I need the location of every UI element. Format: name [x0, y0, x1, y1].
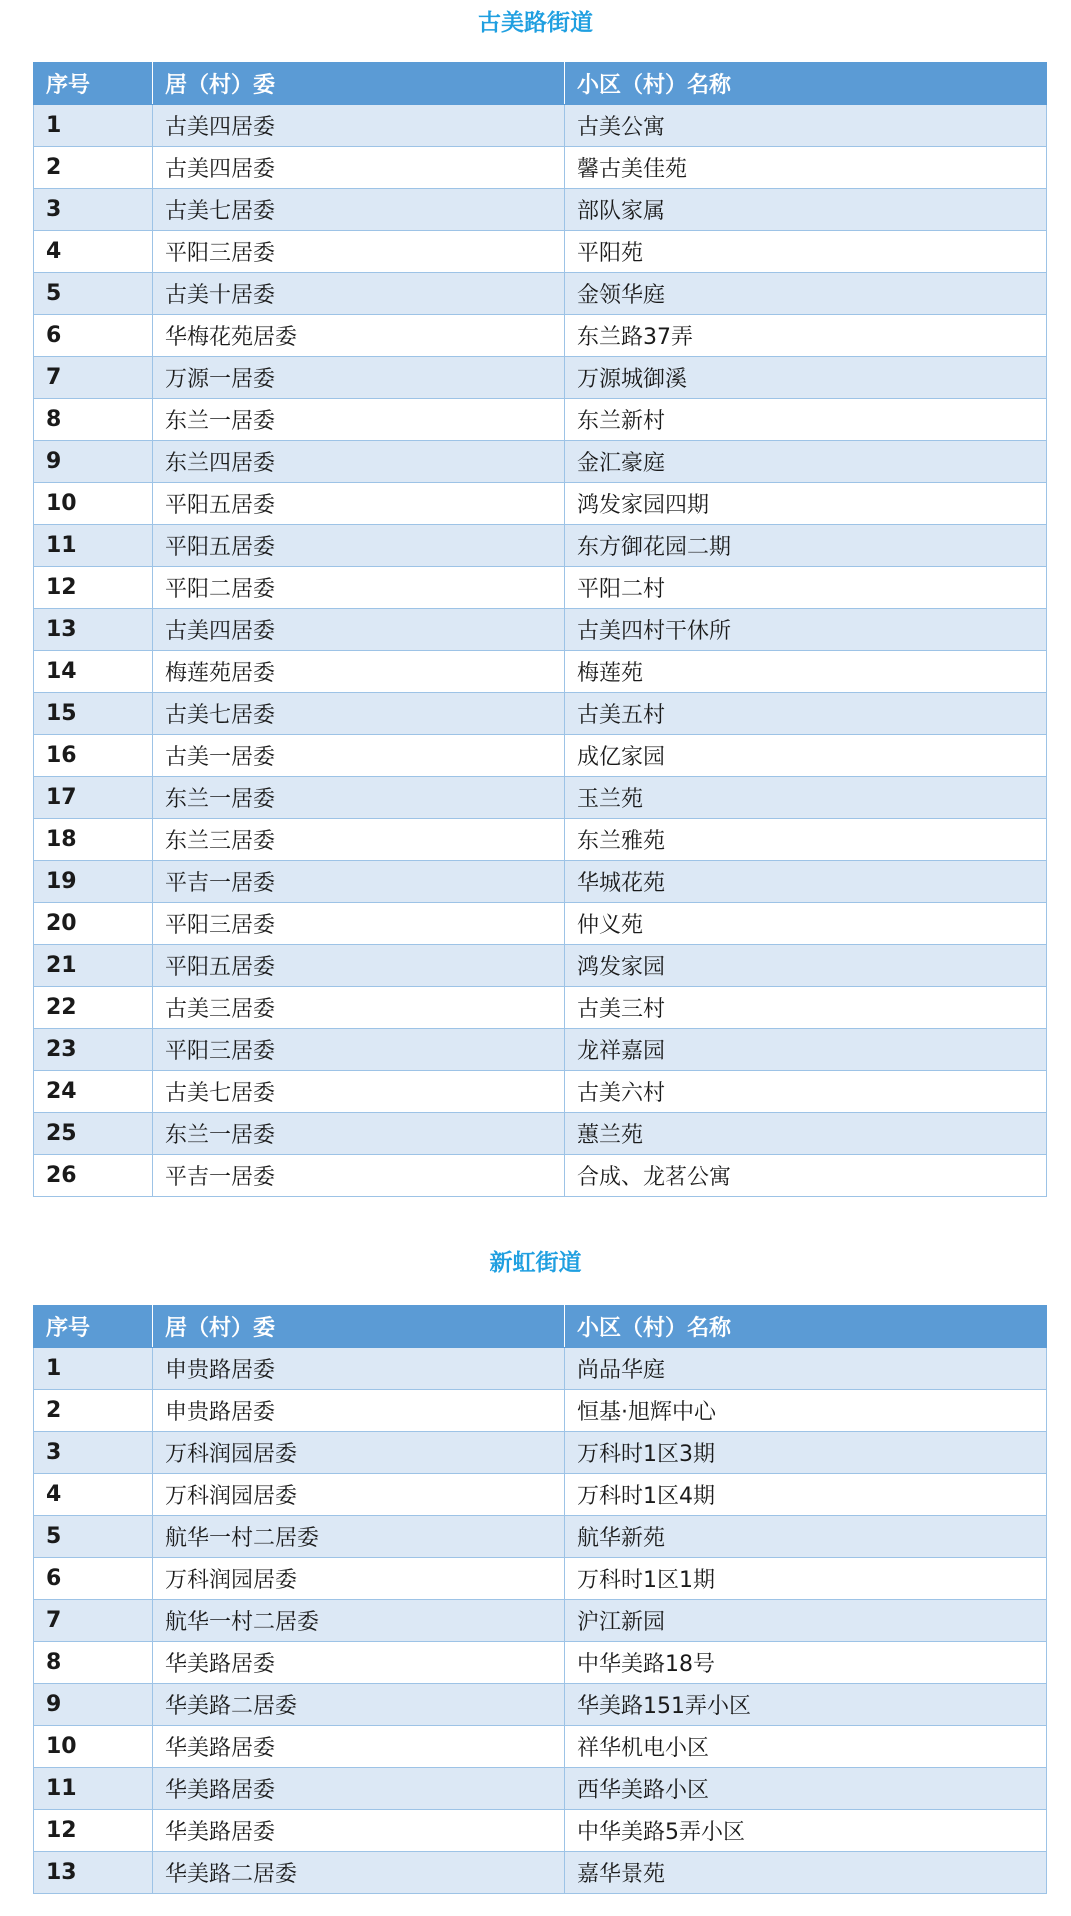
cell-community: 成亿家园 — [565, 735, 1047, 777]
cell-community: 金汇豪庭 — [565, 441, 1047, 483]
table-row — [34, 567, 1047, 609]
cell-committee: 东兰三居委 — [153, 819, 565, 861]
column-header-community: 小区（村）名称 — [565, 1306, 1047, 1348]
cell-index: 11 — [34, 525, 153, 567]
cell-committee: 古美七居委 — [153, 1071, 565, 1113]
cell-community: 沪江新园 — [565, 1600, 1047, 1642]
cell-community: 蕙兰苑 — [565, 1113, 1047, 1155]
cell-community: 仲义苑 — [565, 903, 1047, 945]
cell-community: 鸿发家园 — [565, 945, 1047, 987]
table-row — [34, 441, 1047, 483]
table-row — [34, 147, 1047, 189]
table-header-row — [34, 63, 1047, 105]
table-header-row — [34, 1306, 1047, 1348]
cell-index: 8 — [34, 1642, 153, 1684]
cell-index: 1 — [34, 1348, 153, 1390]
cell-community: 玉兰苑 — [565, 777, 1047, 819]
table-row — [34, 693, 1047, 735]
table-row — [34, 945, 1047, 987]
cell-community: 嘉华景苑 — [565, 1852, 1047, 1894]
cell-index: 24 — [34, 1071, 153, 1113]
cell-index: 11 — [34, 1768, 153, 1810]
table-row — [34, 105, 1047, 147]
cell-community: 万科时1区1期 — [565, 1558, 1047, 1600]
table-row — [34, 1558, 1047, 1600]
table-row — [34, 273, 1047, 315]
cell-community: 祥华机电小区 — [565, 1726, 1047, 1768]
table-row — [34, 735, 1047, 777]
cell-committee: 古美四居委 — [153, 105, 565, 147]
cell-community: 东方御花园二期 — [565, 525, 1047, 567]
table-xinhong — [33, 1305, 1047, 1894]
cell-community: 古美三村 — [565, 987, 1047, 1029]
table-row — [34, 1113, 1047, 1155]
cell-index: 23 — [34, 1029, 153, 1071]
cell-index: 26 — [34, 1155, 153, 1197]
cell-committee: 古美三居委 — [153, 987, 565, 1029]
cell-community: 合成、龙茗公寓 — [565, 1155, 1047, 1197]
column-header-index: 序号 — [34, 1306, 153, 1348]
cell-community: 中华美路18号 — [565, 1642, 1047, 1684]
cell-community: 华城花苑 — [565, 861, 1047, 903]
cell-index: 8 — [34, 399, 153, 441]
table-row — [34, 609, 1047, 651]
cell-community: 古美六村 — [565, 1071, 1047, 1113]
table-row — [34, 1516, 1047, 1558]
cell-committee: 古美四居委 — [153, 609, 565, 651]
cell-community: 东兰路37弄 — [565, 315, 1047, 357]
table-row — [34, 1155, 1047, 1197]
table-row — [34, 1768, 1047, 1810]
section-title-xinhong: 新虹街道 — [489, 1250, 582, 1276]
cell-community: 东兰雅苑 — [565, 819, 1047, 861]
cell-committee: 平阳五居委 — [153, 945, 565, 987]
cell-index: 16 — [34, 735, 153, 777]
table-row — [34, 987, 1047, 1029]
cell-community: 恒基·旭辉中心 — [565, 1390, 1047, 1432]
cell-committee: 平阳三居委 — [153, 231, 565, 273]
cell-committee: 古美七居委 — [153, 693, 565, 735]
cell-community: 古美公寓 — [565, 105, 1047, 147]
cell-committee: 申贵路居委 — [153, 1348, 565, 1390]
cell-index: 2 — [34, 147, 153, 189]
cell-community: 古美五村 — [565, 693, 1047, 735]
cell-committee: 平阳五居委 — [153, 483, 565, 525]
cell-index: 6 — [34, 1558, 153, 1600]
cell-community: 万科时1区3期 — [565, 1432, 1047, 1474]
cell-committee: 平阳三居委 — [153, 1029, 565, 1071]
cell-index: 25 — [34, 1113, 153, 1155]
cell-committee: 航华一村二居委 — [153, 1516, 565, 1558]
cell-community: 西华美路小区 — [565, 1768, 1047, 1810]
cell-committee: 平阳三居委 — [153, 903, 565, 945]
column-header-index: 序号 — [34, 63, 153, 105]
table-row — [34, 189, 1047, 231]
cell-index: 3 — [34, 189, 153, 231]
cell-index: 17 — [34, 777, 153, 819]
table-body — [34, 105, 1047, 1197]
cell-community: 万科时1区4期 — [565, 1474, 1047, 1516]
table-row — [34, 819, 1047, 861]
table-body — [34, 1348, 1047, 1894]
cell-community: 梅莲苑 — [565, 651, 1047, 693]
cell-community: 馨古美佳苑 — [565, 147, 1047, 189]
table-row — [34, 1390, 1047, 1432]
cell-committee: 华梅花苑居委 — [153, 315, 565, 357]
cell-community: 鸿发家园四期 — [565, 483, 1047, 525]
table-row — [34, 903, 1047, 945]
cell-index: 20 — [34, 903, 153, 945]
table-row — [34, 1642, 1047, 1684]
cell-index: 2 — [34, 1390, 153, 1432]
cell-committee: 东兰一居委 — [153, 777, 565, 819]
cell-committee: 华美路二居委 — [153, 1684, 565, 1726]
table-row — [34, 525, 1047, 567]
cell-committee: 古美七居委 — [153, 189, 565, 231]
table-row — [34, 1600, 1047, 1642]
cell-community: 古美四村干休所 — [565, 609, 1047, 651]
cell-community: 航华新苑 — [565, 1516, 1047, 1558]
table-row — [34, 651, 1047, 693]
cell-index: 15 — [34, 693, 153, 735]
cell-index: 9 — [34, 1684, 153, 1726]
table-row — [34, 1348, 1047, 1390]
cell-committee: 梅莲苑居委 — [153, 651, 565, 693]
cell-community: 尚品华庭 — [565, 1348, 1047, 1390]
table-row — [34, 1852, 1047, 1894]
table-row — [34, 1474, 1047, 1516]
cell-index: 5 — [34, 1516, 153, 1558]
cell-index: 21 — [34, 945, 153, 987]
table-row — [34, 483, 1047, 525]
cell-committee: 万科润园居委 — [153, 1432, 565, 1474]
column-header-community: 小区（村）名称 — [565, 63, 1047, 105]
cell-index: 19 — [34, 861, 153, 903]
cell-index: 18 — [34, 819, 153, 861]
column-header-committee: 居（村）委 — [153, 63, 565, 105]
cell-index: 10 — [34, 1726, 153, 1768]
cell-community: 华美路151弄小区 — [565, 1684, 1047, 1726]
table-gumei — [33, 62, 1047, 1197]
cell-committee: 华美路居委 — [153, 1642, 565, 1684]
cell-community: 平阳苑 — [565, 231, 1047, 273]
cell-community: 万源城御溪 — [565, 357, 1047, 399]
cell-index: 4 — [34, 231, 153, 273]
cell-community: 东兰新村 — [565, 399, 1047, 441]
cell-index: 10 — [34, 483, 153, 525]
cell-index: 6 — [34, 315, 153, 357]
cell-committee: 航华一村二居委 — [153, 1600, 565, 1642]
cell-committee: 平阳五居委 — [153, 525, 565, 567]
cell-index: 14 — [34, 651, 153, 693]
table-row — [34, 1432, 1047, 1474]
table-row — [34, 357, 1047, 399]
cell-index: 1 — [34, 105, 153, 147]
cell-committee: 东兰一居委 — [153, 399, 565, 441]
cell-committee: 万源一居委 — [153, 357, 565, 399]
cell-community: 金领华庭 — [565, 273, 1047, 315]
cell-committee: 平吉一居委 — [153, 861, 565, 903]
cell-committee: 华美路居委 — [153, 1726, 565, 1768]
cell-committee: 古美一居委 — [153, 735, 565, 777]
table-row — [34, 315, 1047, 357]
cell-index: 22 — [34, 987, 153, 1029]
cell-committee: 华美路居委 — [153, 1810, 565, 1852]
cell-committee: 万科润园居委 — [153, 1558, 565, 1600]
table-row — [34, 231, 1047, 273]
cell-committee: 东兰一居委 — [153, 1113, 565, 1155]
cell-committee: 华美路居委 — [153, 1768, 565, 1810]
cell-committee: 东兰四居委 — [153, 441, 565, 483]
section-title-gumei: 古美路街道 — [478, 10, 593, 36]
cell-community: 平阳二村 — [565, 567, 1047, 609]
cell-index: 3 — [34, 1432, 153, 1474]
cell-index: 7 — [34, 357, 153, 399]
cell-index: 12 — [34, 1810, 153, 1852]
cell-index: 13 — [34, 1852, 153, 1894]
cell-index: 9 — [34, 441, 153, 483]
cell-committee: 平阳二居委 — [153, 567, 565, 609]
cell-committee: 古美十居委 — [153, 273, 565, 315]
cell-index: 5 — [34, 273, 153, 315]
table-row — [34, 1071, 1047, 1113]
cell-index: 4 — [34, 1474, 153, 1516]
table-row — [34, 1726, 1047, 1768]
cell-community: 部队家属 — [565, 189, 1047, 231]
cell-committee: 平吉一居委 — [153, 1155, 565, 1197]
table-row — [34, 777, 1047, 819]
cell-community: 龙祥嘉园 — [565, 1029, 1047, 1071]
cell-committee: 申贵路居委 — [153, 1390, 565, 1432]
table-row — [34, 399, 1047, 441]
cell-index: 12 — [34, 567, 153, 609]
cell-index: 13 — [34, 609, 153, 651]
table-row — [34, 1810, 1047, 1852]
cell-index: 7 — [34, 1600, 153, 1642]
column-header-committee: 居（村）委 — [153, 1306, 565, 1348]
cell-committee: 古美四居委 — [153, 147, 565, 189]
cell-committee: 华美路二居委 — [153, 1852, 565, 1894]
table-row — [34, 1029, 1047, 1071]
cell-community: 中华美路5弄小区 — [565, 1810, 1047, 1852]
table-row — [34, 861, 1047, 903]
cell-committee: 万科润园居委 — [153, 1474, 565, 1516]
table-row — [34, 1684, 1047, 1726]
